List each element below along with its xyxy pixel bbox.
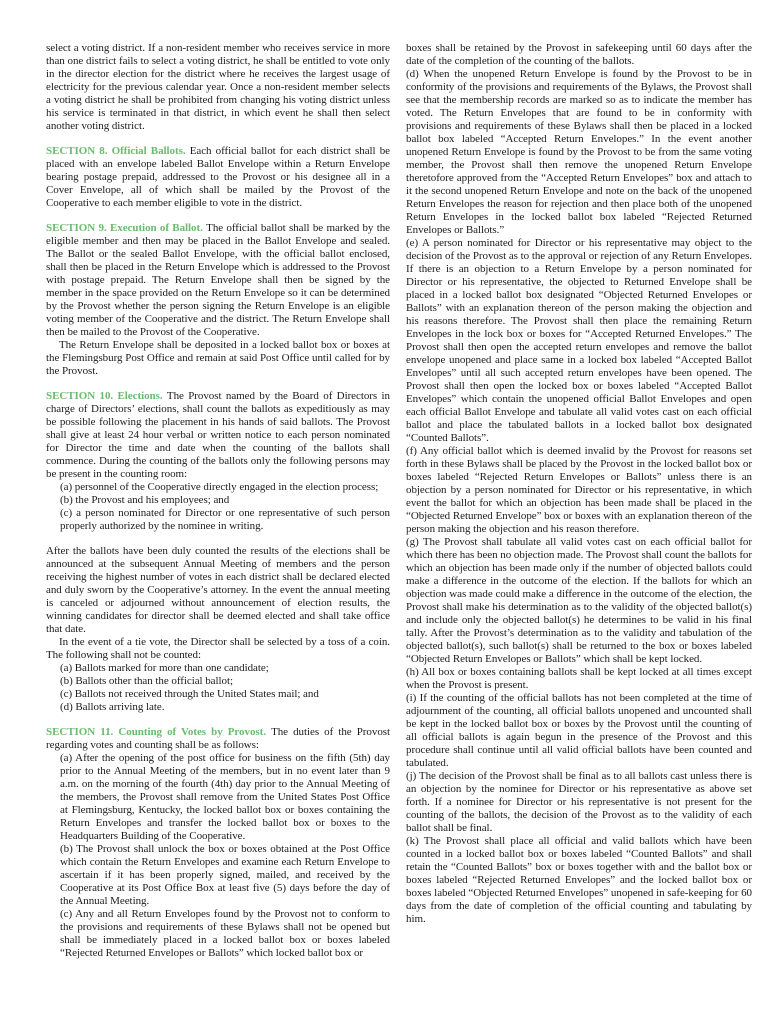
paragraph: (f) Any official ballot which is deemed invalid by the Provost for reasons set forth in these Bylaws shall be placed by the Provost in the locked ballot box or boxes labeled “Rejected Return Envelopes or Ballots” unless there is an objection by a person nominated for Director or his representative, in which event the ballot for which an objection has been made shall be placed in the “Objected Returned Envelope” box or boxes with an explanation thereon of the person making the objection and his reason therefore. [406, 445, 752, 535]
paragraph: (i) If the counting of the official ballots has not been completed at the time of adjournment of the counting, all official ballots unopened and uncounted shall be kept in the locked ballot box or boxes by the Provost until the counting of all official ballots is again begun in the presence of the Provost and this procedure shall continue until all valid official ballots have been counted and tabulated. [406, 692, 752, 769]
list-item: (a) Ballots marked for more than one candidate; [60, 662, 269, 674]
paragraph: select a voting district. If a non-resident member who receives service in more than one district fails to select a voting district, he shall be entitled to vote only in the director election for the district where he receives the largest usage of electricity for the previous calendar year. Once a non-resident member selects a voting district he shall be prohibited from changing his voting district unless his service is terminated in that district, in which event he shall then select another voting district. [46, 42, 390, 132]
paragraph: In the event of a tie vote, the Director shall be selected by a toss of a coin. The following shall not be counted: [46, 636, 390, 661]
list-item: (a) personnel of the Cooperative directly engaged in the election process; [60, 481, 379, 493]
right-text-column [406, 42, 752, 926]
paragraph: (j) The decision of the Provost shall be final as to all ballots cast unless there is an objection by the nominee for Director or his representative as above set forth. If a nominee for Director or his representative is not present for the counting of the ballots, the decision of the Provost as to the validity of each ballot shall be final. [406, 770, 752, 834]
list-item: (c) Any and all Return Envelopes found by the Provost not to conform to the provisions and requirements of these Bylaws shall not be opened but shall be immediately placed in a locked ballot box or boxes labeled “Rejected Returned Envelopes or Ballots” which locked ballot box or [60, 908, 390, 959]
section-heading: SECTION 10. Elections. [46, 390, 167, 402]
section-heading: SECTION 8. Official Ballots. [46, 145, 190, 157]
paragraph: The Return Envelope shall be deposited in a locked ballot box or boxes at the Flemingsburg Post Office and remain at said Post Office until called for by the Provost. [46, 339, 390, 377]
section-paragraph: SECTION 11. Counting of Votes by Provost. The duties of the Provost regarding votes and counting shall be as follows: [46, 726, 390, 751]
list-item: (b) the Provost and his employees; and [60, 494, 230, 506]
section-heading: SECTION 9. Execution of Ballot. [46, 222, 207, 234]
list-item: (d) Ballots arriving late. [60, 701, 165, 713]
paragraph: (k) The Provost shall place all official and valid ballots which have been counted in a locked ballot box or boxes labeled “Counted Ballots” and shall retain the “Counted Ballots” box or boxes together with and the ballot box or boxes labeled “Rejected Returned Envelopes” and the locked ballot box or boxes labeled “Objected Returned Envelopes” unopened in safe-keeping for 60 days from the date of completion of the official counting and tabulating by him. [406, 835, 752, 925]
section-paragraph: SECTION 10. Elections. The Provost named by the Board of Directors in charge of Directors’ elections, shall count the ballots as expeditiously as may be possible following the placement in his hands of said ballots. The Provost shall give at least 24 hour verbal or written notice to each person nominated for Director the time and date when the counting of the ballots shall commence. During the counting of the ballots only the following persons may be present in the counting room: [46, 390, 390, 480]
left-text-column [46, 42, 390, 960]
list-item: (b) The Provost shall unlock the box or boxes obtained at the Post Office which contain the Return Envelopes and examine each Return Envelope to ascertain if it has been properly signed, mailed, and received by the Cooperative at its Post Office Box at least five (5) days before the day of the Annual Meeting. [60, 843, 390, 907]
paragraph: (e) A person nominated for Director or his representative may object to the decision of the Provost as to the approval or rejection of any Return Envelopes. If there is an objection to a Return Envelope by a person nominated for Director or his representative, the objected to Returned Envelope shall be placed in a locked ballot box designated “Objected Returned Envelopes or Ballots” with an explanation thereon of the person making the objection and his reasons therefore. The Provost shall then place the remaining Return Envelopes in the lock box or boxes for “Accepted Returned Envelopes.” The Provost shall then open the accepted return envelopes and remove the ballot envelope unopened and place same in a locked box labeled “Accepted Ballot Envelopes” until all such accepted return envelopes have been opened. The Provost shall then open the locked box or boxes labeled “Accepted Ballot Envelopes” which contain the unopened official Ballot Envelopes and open each official Ballot Envelope and tabulate all valid votes cast on each official ballot and place the tabulated ballots in a locked ballot box designated “Counted Ballots”. [406, 237, 752, 444]
section-paragraph: SECTION 8. Official Ballots. Each official ballot for each district shall be placed with an envelope labeled Ballot Envelope within a Return Envelope bearing postage prepaid, addressed to the Provost or his designee all in a Cover Envelope, all of which shall be mailed by the Provost of the Cooperative to each member eligible to vote in the district. [46, 145, 390, 209]
paragraph: boxes shall be retained by the Provost in safekeeping until 60 days after the date of the completion of the counting of the ballots. [406, 42, 752, 67]
list-item: (c) a person nominated for Director or one representative of such person properly authorized by the nominee in writing. [60, 507, 390, 532]
paragraph: After the ballots have been duly counted the results of the elections shall be announced at the subsequent Annual Meeting of members and the person receiving the highest number of votes in each district shall be declared elected and duly sworn by the Cooperative’s attorney. In the event the annual meeting is canceled or adjourned without announcement of election results, the winning candidates for director shall be deemed elected and shall take office that date. [46, 545, 390, 635]
paragraph: (d) When the unopened Return Envelope is found by the Provost to be in conformity of the provisions and requirements of the Bylaws, the Provost shall see that the membership records are marked so as to indicate the member has voted. The Return Envelopes that are found to be in conformity with provisions and requirements of these Bylaws shall then be placed in a locked ballot box labeled “Accepted Return Envelopes.” In the event another unopened Return Envelope is found by the Provost to be from the same voting member, the Provost shall then remove the unopened Return Envelope theretofore approved from the “Accepted Return Envelopes” box and attach to it the second unopened Return Envelope and note on the back of the unopened Return Envelopes the reason for rejection and then place both of the unopened Return Envelopes in the locked ballot box labeled “Rejected Returned Envelopes or Ballots.” [406, 68, 752, 236]
list-item: (b) Ballots other than the official ballot; [60, 675, 233, 687]
list-item: (a) After the opening of the post office for business on the fifth (5th) day prior to the Annual Meeting of the members, but in no event later than 9 a.m. on the morning of the fourth (4th) day prior to the Annual Meeting of the members, the Provost shall remove from the United States Post Office at Flemingsburg, Kentucky, the locked ballot box or boxes containing the Return Envelopes and transfer the locked ballot box or boxes to the Headquarters Building of the Cooperative. [60, 752, 390, 842]
paragraph: (g) The Provost shall tabulate all valid votes cast on each official ballot for which there has been no objection made. The Provost shall count the ballots for which an objection has been made only if the number of objected ballots could make a difference in the outcome of the election. If the ballots for which an objection was made could make a difference in the outcome of the election, the Provost shall make his determination as to the validity of the objected ballot(s) and include only the objected ballot(s) he determines to be valid in his final tally. After the Provost’s determination as to the validity and tabulation of the objected ballot(s), such ballot(s) shall be returned to the box or boxes labeled “Objected Return Envelopes or Ballots” which shall be kept locked. [406, 536, 752, 665]
paragraph: (h) All box or boxes containing ballots shall be kept locked at all times except when the Provost is present. [406, 666, 752, 691]
section-heading: SECTION 11. Counting of Votes by Provost. [46, 726, 272, 738]
list-item: (c) Ballots not received through the United States mail; and [60, 688, 319, 700]
section-paragraph: SECTION 9. Execution of Ballot. The official ballot shall be marked by the eligible member and then may be placed in the Ballot Envelope and sealed. The Ballot or the sealed Ballot Envelope, with the official ballot enclosed, shall then be placed in the Return Envelope which is addressed to the Provost with postage prepaid. The Return Envelope shall then be signed by the member in the space provided on the Return Envelope so it can be determined by the Provost whether the person signing the Return Envelope is an eligible voting member of the Cooperative and the district. The Return Envelope shall then be mailed to the Provost of the Cooperative. [46, 222, 391, 338]
